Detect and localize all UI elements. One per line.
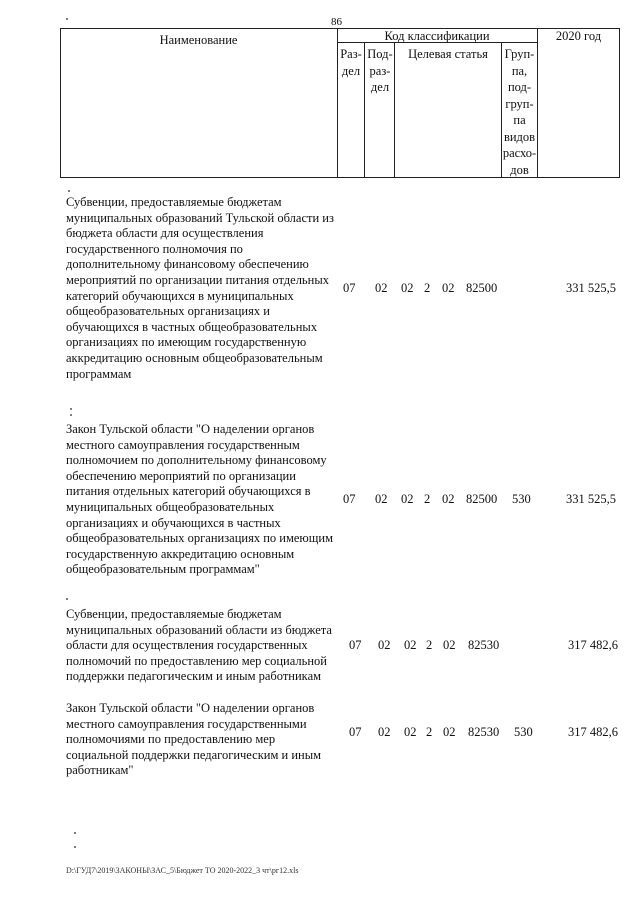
footer-file-path: D:\ГУД7\2019\ЗАКОНЫ\ЗАС_5\Бюджет ТО 2020-2022_3 чт\рг12.xls [66,866,299,875]
table-header [60,28,620,178]
scan-speck [74,846,76,848]
row-razdel: 07 [343,492,356,506]
row-amount: 331 525,5 [566,281,616,295]
row-amount: 331 525,5 [566,492,616,506]
row-target-direction: 82530 [468,638,500,652]
scan-speck [66,598,68,600]
scan-speck [66,18,68,20]
header-podrazdel: Под- раз- дел [367,47,393,94]
row-target-direction: 82500 [466,281,498,295]
row-target-program: 02 [401,492,414,506]
row-target-type: 2 [426,638,433,652]
header-border-left [60,28,61,178]
row-target-program: 02 [404,638,417,652]
row-name: Субвенции, предоставляемые бюджетам муниципальных образований Тульской области из бюджета области для осуществления государственного полномочия по дополнительному финансовому обеспечению мероприятий по организации питания отдельных категорий обучающихся в муниципальных общеобразовательных организациях и обучающихся в частных общеобразовательных организациях по имеющим государственную аккредитацию основным общеобразовательным программам [66,195,334,381]
row-target-main: 02 [443,725,456,739]
header-razdel: Раз- дел [340,47,362,78]
row-vid: 530 [512,492,531,506]
header-border-right [619,28,620,178]
row-target-type: 2 [424,492,431,506]
row-name: Закон Тульской области "О наделении органов местного самоуправления государственными полномочиями по предоставлению мер социальной поддержки педагогическим и иным работникам" [66,701,322,778]
row-target-type: 2 [426,725,433,739]
row-name: Закон Тульской области "О наделении органов местного самоуправления государственным полномочием по дополнительному финансовому обеспечению мероприятий по организации питания отдельных категорий обучающихся в муниципальных общеобразовательных организациях и обучающихся в частных общеобразовательных организациях по имеющим государственную аккредитацию основным общеобразовательным программам" [66,422,333,577]
row-target-main: 02 [442,281,455,295]
scan-speck [70,414,72,416]
row-podrazdel: 02 [375,281,388,295]
scan-speck [70,408,72,410]
row-razdel: 07 [343,281,356,295]
row-podrazdel: 02 [375,492,388,506]
row-target-direction: 82530 [468,725,500,739]
scan-speck [74,832,76,834]
row-target-main: 02 [442,492,455,506]
row-name: Субвенции, предоставляемые бюджетам муниципальных образований области из бюджета области для осуществления государственных полномочий по предоставлению мер социальной поддержки педагогическим и иным работникам [66,607,332,684]
row-target-program: 02 [404,725,417,739]
header-divider-year [537,28,538,178]
row-razdel: 07 [349,638,362,652]
page-number: 86 [331,16,342,28]
row-target-main: 02 [443,638,456,652]
row-target-program: 02 [401,281,414,295]
header-target: Целевая статья [408,47,488,61]
row-amount: 317 482,6 [568,638,618,652]
header-code-group: Код классификации [384,29,490,43]
row-target-direction: 82500 [466,492,498,506]
header-group: Груп- па, под- груп- па видов расхо- дов [502,47,537,177]
scan-speck [68,190,70,192]
row-razdel: 07 [349,725,362,739]
row-podrazdel: 02 [378,725,391,739]
header-name: Наименование [159,33,238,47]
row-podrazdel: 02 [378,638,391,652]
row-vid: 530 [514,725,533,739]
header-year: 2020 год [555,29,602,43]
row-amount: 317 482,6 [568,725,618,739]
row-target-type: 2 [424,281,431,295]
